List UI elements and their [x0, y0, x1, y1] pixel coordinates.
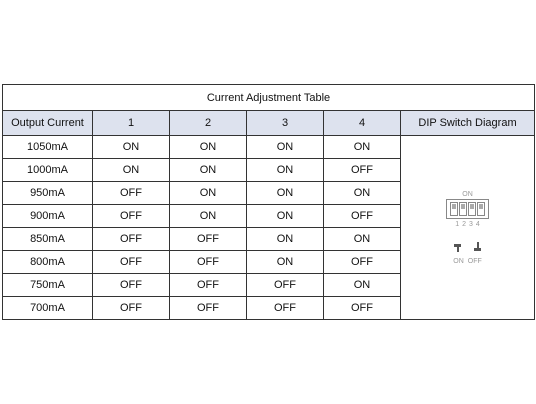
cell-switch-3: OFF: [247, 297, 324, 320]
dip-switch-graphic: [401, 191, 534, 265]
cell-switch-3: ON: [247, 205, 324, 228]
cell-current: 850mA: [3, 228, 93, 251]
legend-off-label: OFF: [467, 257, 482, 265]
header-switch-4: 4: [324, 111, 401, 136]
cell-switch-2: ON: [170, 136, 247, 159]
header-output-current: Output Current: [3, 111, 93, 136]
switch-on-symbol-icon: [453, 242, 463, 252]
cell-switch-1: OFF: [93, 228, 170, 251]
cell-switch-4: ON: [324, 228, 401, 251]
dip-number-3: 3: [469, 220, 473, 228]
cell-switch-4: OFF: [324, 159, 401, 182]
cell-switch-3: ON: [247, 251, 324, 274]
dip-switch-block-icon: [446, 199, 489, 219]
cell-switch-4: ON: [324, 274, 401, 297]
cell-switch-4: OFF: [324, 251, 401, 274]
cell-current: 1000mA: [3, 159, 93, 182]
cell-switch-2: OFF: [170, 228, 247, 251]
switch-off-symbol-icon: [473, 242, 483, 252]
cell-switch-3: OFF: [247, 274, 324, 297]
cell-current: 950mA: [3, 182, 93, 205]
table-title-row: [3, 85, 535, 111]
dip-legend-symbols: [453, 242, 483, 252]
cell-switch-1: ON: [93, 136, 170, 159]
cell-current: 800mA: [3, 251, 93, 274]
cell-switch-4: OFF: [324, 297, 401, 320]
cell-switch-2: OFF: [170, 251, 247, 274]
cell-current: 700mA: [3, 297, 93, 320]
cell-current: 900mA: [3, 205, 93, 228]
cell-switch-1: OFF: [93, 297, 170, 320]
dip-switch-4-icon: [477, 202, 485, 216]
dip-switch-3-icon: [468, 202, 476, 216]
cell-switch-2: ON: [170, 159, 247, 182]
table-row: [3, 136, 535, 159]
cell-switch-2: ON: [170, 205, 247, 228]
dip-on-label: ON: [462, 190, 473, 198]
dip-switch-diagram: [401, 136, 535, 320]
header-dip-switch-diagram: DIP Switch Diagram: [401, 111, 535, 136]
cell-switch-2: OFF: [170, 274, 247, 297]
header-switch-2: 2: [170, 111, 247, 136]
cell-current: 750mA: [3, 274, 93, 297]
dip-switch-numbers: [455, 221, 480, 228]
cell-switch-1: OFF: [93, 274, 170, 297]
dip-switch-2-icon: [459, 202, 467, 216]
cell-switch-3: ON: [247, 136, 324, 159]
cell-switch-4: ON: [324, 182, 401, 205]
cell-switch-3: ON: [247, 228, 324, 251]
header-switch-3: 3: [247, 111, 324, 136]
dip-number-2: 2: [462, 220, 466, 228]
dip-switch-1-icon: [450, 202, 458, 216]
dip-number-4: 4: [475, 220, 480, 228]
current-adjustment-table: [2, 84, 535, 320]
cell-switch-2: OFF: [170, 297, 247, 320]
header-switch-1: 1: [93, 111, 170, 136]
cell-switch-1: ON: [93, 159, 170, 182]
cell-switch-2: ON: [170, 182, 247, 205]
cell-switch-3: ON: [247, 182, 324, 205]
table-header-row: [3, 111, 535, 136]
table-title: Current Adjustment Table: [3, 85, 535, 111]
cell-switch-1: OFF: [93, 251, 170, 274]
cell-switch-3: ON: [247, 159, 324, 182]
cell-switch-4: ON: [324, 136, 401, 159]
legend-on-label: ON: [453, 257, 464, 265]
cell-switch-4: OFF: [324, 205, 401, 228]
dip-number-1: 1: [455, 220, 460, 228]
cell-current: 1050mA: [3, 136, 93, 159]
dip-legend-labels: [453, 258, 482, 265]
cell-switch-1: OFF: [93, 205, 170, 228]
cell-switch-1: OFF: [93, 182, 170, 205]
